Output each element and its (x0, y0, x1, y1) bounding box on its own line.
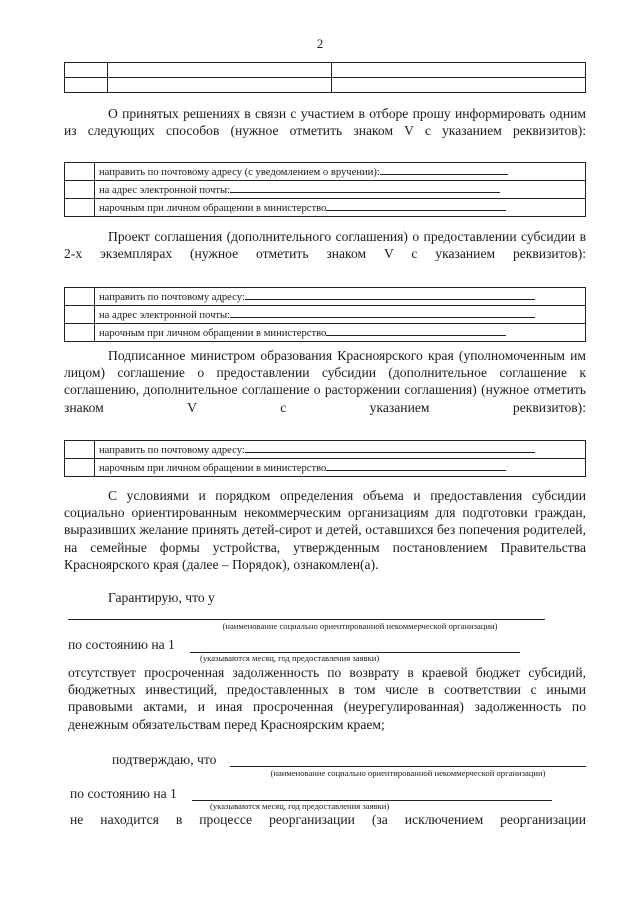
date-caption: (указываются месяц, год предоставления заявки) (200, 653, 380, 663)
as-of-label: по состоянию на 1 (68, 637, 175, 652)
reorg-text: не находится в процессе реорганизации (за исключением реорганизации (70, 812, 586, 827)
signed-intro: Подписанное министром образования Красноярского края (уполномоченным им лицом) соглашение о предоставлении субсидии (дополнительное соглашение к соглашению, дополнительное соглашение о расторжении соглашения) (нужное отметить знаком V с указанием реквизитов): (64, 348, 586, 415)
confirm-text: подтверждаю, что (112, 752, 217, 767)
signed-option-courier[interactable]: нарочным при личном обращении в министерство (95, 459, 586, 477)
conditions-text: С условиями и порядком определения объема и предоставления субсидии социально ориентированным некоммерческим организациям для подготовки граждан, выразивших желание принять детей-сирот и детей, оставшихся без попечения родителей, на семейные формы устройства, утвержденным постановлением Правительства Красноярского края (далее – Порядок), ознакомлен(а). (64, 488, 586, 572)
top-table (64, 62, 586, 93)
notify-option-courier[interactable]: нарочным при личном обращении в министерство (95, 199, 586, 217)
date-caption-2: (указываются месяц, год предоставления заявки) (210, 801, 390, 811)
signed-table (64, 440, 586, 477)
as-of-label-2: по состоянию на 1 (70, 786, 177, 801)
debt-text: отсутствует просроченная задолженность по возврату в краевой бюджет субсидий, бюджетных инвестиций, предоставленных в том числе в соответствии с иными правовыми актами, и иная просроченная (неурегулированная) задолженность по денежным обязательствам перед Красноярским краем; (68, 665, 586, 732)
notify-table (64, 162, 586, 217)
draft-option-courier[interactable]: нарочным при личном обращении в министерство (95, 324, 586, 342)
org-name-field-2[interactable] (230, 766, 586, 767)
org-name-field[interactable] (68, 619, 545, 620)
draft-intro: Проект соглашения (дополнительного соглашения) о предоставлении субсидии в 2-х экземплярах (нужное отметить знаком V с указанием реквизитов): (64, 229, 586, 262)
signed-option-post[interactable]: направить по почтовому адресу: (95, 441, 586, 459)
org-caption: (наименование социально ориентированной некоммерческой организации) (222, 621, 498, 631)
notify-option-email[interactable]: на адрес электронной почты: (95, 181, 586, 199)
notify-option-post[interactable]: направить по почтовому адресу (с уведомлением о вручении): (95, 163, 586, 181)
draft-option-post[interactable]: направить по почтовому адресу: (95, 288, 586, 306)
org-caption-2: (наименование социально ориентированной некоммерческой организации) (270, 768, 546, 778)
draft-option-email[interactable]: на адрес электронной почты: (95, 306, 586, 324)
guarantee-text: Гарантирую, что у (108, 590, 215, 605)
page-number: 2 (316, 36, 324, 51)
notify-intro: О принятых решениях в связи с участием в отборе прошу информировать одним из следующих способов (нужное отметить знаком V с указанием реквизитов): (64, 106, 586, 139)
draft-table (64, 287, 586, 342)
